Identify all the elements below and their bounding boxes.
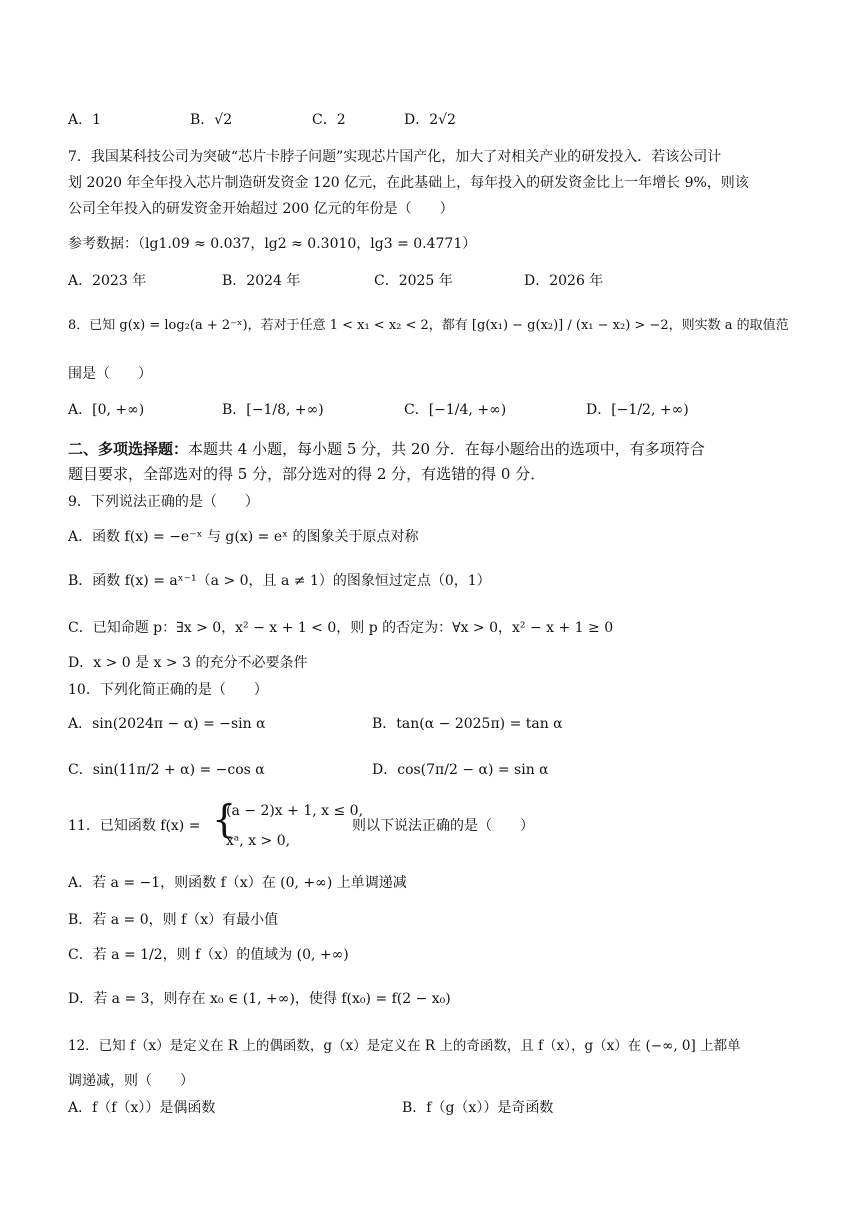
q7-reference-data: 参考数据：（lg1.09 ≈ 0.037，lg2 ≈ 0.3010，lg3 = 0.4771） (68, 236, 477, 252)
q8-stem-line1: 8．已知 g(x) = log₂(a + 2⁻ˣ)，若对于任意 1 < x₁ < x₂ < 2，都有 [g(x₁) − g(x₂)] / (x₁ − x₂) > −2，则实数 a 的取值范 (68, 318, 789, 333)
q10-option-a: A．sin(2024π − α) = −sin α (68, 716, 266, 732)
q6-option-c: C．2 (312, 112, 346, 128)
q12-option-b: B．f（g（x））是奇函数 (402, 1100, 554, 1116)
q7-option-a: A．2023 年 (68, 273, 147, 289)
q10-option-c: C．sin(11π/2 + α) = −cos α (68, 762, 265, 778)
q8-stem-line2: 围是（ ） (68, 366, 152, 382)
q7-option-b: B．2024 年 (222, 273, 301, 289)
q8-option-b: B．[−1/8, +∞) (222, 402, 324, 418)
q10-option-b: B．tan(α − 2025π) = tan α (372, 716, 563, 732)
q9-option-c: C．已知命题 p：∃x > 0，x² − x + 1 < 0，则 p 的否定为：∀x > 0，x² − x + 1 ≥ 0 (68, 620, 614, 636)
q11-option-a: A．若 a = −1，则函数 f（x）在 (0, +∞) 上单调递减 (68, 875, 407, 891)
q11-option-c: C．若 a = 1/2，则 f（x）的值域为 (0, +∞) (68, 947, 349, 963)
q10-option-d: D．cos(7π/2 − α) = sin α (372, 762, 549, 778)
q7-stem-line2: 划 2020 年全年投入芯片制造研发资金 120 亿元，在此基础上，每年投入的研发资金比上一年增长 9%，则该 (68, 175, 749, 191)
q9-option-b: B．函数 f(x) = aˣ⁻¹（a > 0，且 a ≠ 1）的图象恒过定点（0，1） (68, 573, 491, 589)
q6-option-b: B．√2 (190, 112, 233, 128)
q8-option-a: A．[0, +∞) (68, 402, 145, 418)
q7-option-d: D．2026 年 (524, 273, 604, 289)
q8-option-c: C．[−1/4, +∞) (404, 402, 507, 418)
q6-option-a: A．1 (68, 112, 102, 128)
q11-option-b: B．若 a = 0，则 f（x）有最小值 (68, 912, 279, 928)
q7-stem-line1: 7．我国某科技公司为突破“芯片卡脖子问题”实现芯片国产化，加大了对相关产业的研发投入．若该公司计 (68, 149, 722, 165)
piecewise-brace: { (212, 797, 237, 841)
q9-option-a: A．函数 f(x) = −e⁻ˣ 与 g(x) = eˣ 的图象关于原点对称 (68, 529, 419, 545)
q10-stem: 10．下列化简正确的是（ ） (68, 682, 268, 698)
q9-stem: 9．下列说法正确的是（ ） (68, 494, 259, 510)
section2-heading (68, 440, 705, 459)
q12-stem-line1: 12．已知 f（x）是定义在 R 上的偶函数，g（x）是定义在 R 上的奇函数，且 f（x），g（x）在 (−∞, 0] 上都单 (68, 1038, 741, 1054)
q11-stem-suffix: 则以下说法正确的是（ ） (352, 818, 534, 834)
q12-stem-line2: 调递减，则（ ） (68, 1073, 194, 1089)
section2-title: 二、多项选择题： (68, 440, 189, 458)
q8-option-d: D．[−1/2, +∞) (586, 402, 689, 418)
q6-option-d: D．2√2 (404, 112, 456, 128)
section2-instructions-line2: 题目要求，全部选对的得 5 分，部分选对的得 2 分，有选错的得 0 分． (68, 465, 546, 483)
q11-case-2: xᵃ, x > 0, (226, 833, 291, 849)
q7-stem-line3: 公司全年投入的研发资金开始超过 200 亿元的年份是（ ） (68, 201, 454, 217)
q12-option-a: A．f（f（x））是偶函数 (68, 1100, 216, 1116)
q11-case-1: (a − 2)x + 1, x ≤ 0, (226, 803, 364, 819)
q11-option-d: D．若 a = 3，则存在 x₀ ∈ (1, +∞)，使得 f(x₀) = f(2 − x₀) (68, 991, 451, 1007)
q11-stem-prefix: 11．已知函数 f(x) = (68, 818, 201, 834)
q7-option-c: C．2025 年 (374, 273, 453, 289)
q9-option-d: D．x > 0 是 x > 3 的充分不必要条件 (68, 655, 308, 671)
section2-instructions-line1: 本题共 4 小题，每小题 5 分，共 20 分．在每小题给出的选项中，有多项符合 (188, 440, 705, 458)
